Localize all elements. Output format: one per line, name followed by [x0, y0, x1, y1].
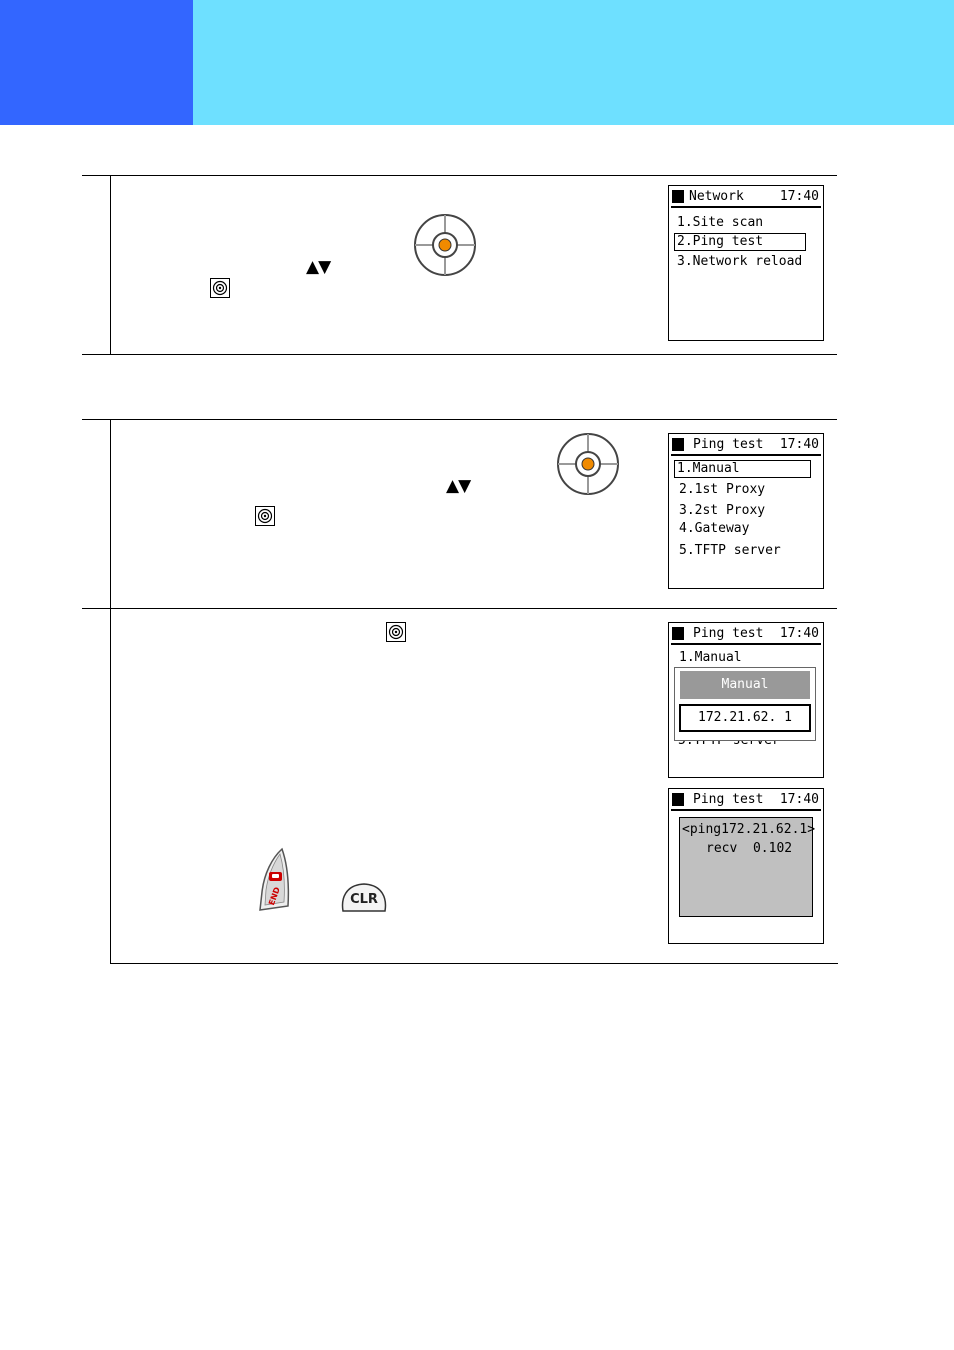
- ok-key-icon: [210, 278, 230, 298]
- title-block-icon: [672, 438, 684, 451]
- popup-title: Manual: [680, 671, 810, 699]
- screen-title: Ping test: [693, 626, 764, 641]
- menu-item-2st-proxy[interactable]: 3.2st Proxy: [679, 503, 766, 518]
- network-screen: [668, 185, 824, 341]
- manual-ip-popup: [674, 667, 816, 741]
- clr-key-icon: [339, 882, 389, 913]
- title-block-icon: [672, 627, 684, 640]
- header-band-dark: [0, 0, 193, 125]
- screen-time: 17:40: [779, 626, 819, 641]
- screen-title-bar: [671, 791, 821, 811]
- screen-title-bar: [671, 188, 821, 208]
- nav-key-icon: [413, 213, 477, 277]
- ping-recv-line: recv 0.102: [706, 841, 793, 856]
- table2-top-rule: [82, 419, 837, 420]
- end-key-icon: [258, 848, 292, 912]
- menu-item-network-reload[interactable]: 3.Network reload: [677, 254, 803, 269]
- header-band-light: [193, 0, 954, 125]
- menu-item-1st-proxy[interactable]: 2.1st Proxy: [679, 482, 766, 497]
- table1-column-rule: [110, 175, 111, 355]
- up-down-arrows-icon: ▲▼: [446, 476, 471, 496]
- ip-address-field[interactable]: 172.21.62. 1: [679, 704, 811, 732]
- table2-bottom-rule: [110, 963, 838, 964]
- screen-title-bar: [671, 436, 821, 456]
- nav-key-icon: [556, 432, 620, 496]
- ping-result-screen: [668, 788, 824, 944]
- up-down-arrows-icon: ▲▼: [306, 257, 331, 277]
- title-block-icon: [672, 190, 684, 203]
- table1-bottom-rule: [82, 354, 837, 355]
- ping-target-line: <ping172.21.62.1>: [682, 822, 816, 837]
- menu-item-manual[interactable]: 1.Manual: [674, 460, 811, 478]
- ping-test-menu-screen: [668, 433, 824, 589]
- screen-title: Network: [689, 189, 744, 204]
- screen-time: 17:40: [779, 792, 819, 807]
- clr-key-label: CLR: [350, 892, 378, 907]
- table2-middle-rule: [82, 608, 837, 609]
- table2-column-rule: [110, 419, 111, 964]
- screen-title-bar: [671, 625, 821, 645]
- table1-top-rule: [82, 175, 837, 176]
- screen-title: Ping test: [693, 437, 764, 452]
- menu-item-tftp-server[interactable]: 5.TFTP server: [679, 543, 781, 558]
- menu-item-ping-test[interactable]: 2.Ping test: [674, 233, 806, 251]
- screen-time: 17:40: [779, 189, 819, 204]
- title-block-icon: [672, 793, 684, 806]
- ping-result-box: [679, 817, 816, 917]
- ok-key-icon: [386, 622, 406, 642]
- menu-item-site-scan[interactable]: 1.Site scan: [677, 215, 764, 230]
- ping-manual-input-screen: [668, 622, 824, 778]
- screen-time: 17:40: [779, 437, 819, 452]
- menu-item-manual: 1.Manual: [679, 650, 742, 665]
- ok-key-icon: [255, 506, 275, 526]
- menu-item-gateway[interactable]: 4.Gateway: [679, 521, 750, 536]
- end-key-label: END: [267, 885, 282, 907]
- screen-title: Ping test: [693, 792, 764, 807]
